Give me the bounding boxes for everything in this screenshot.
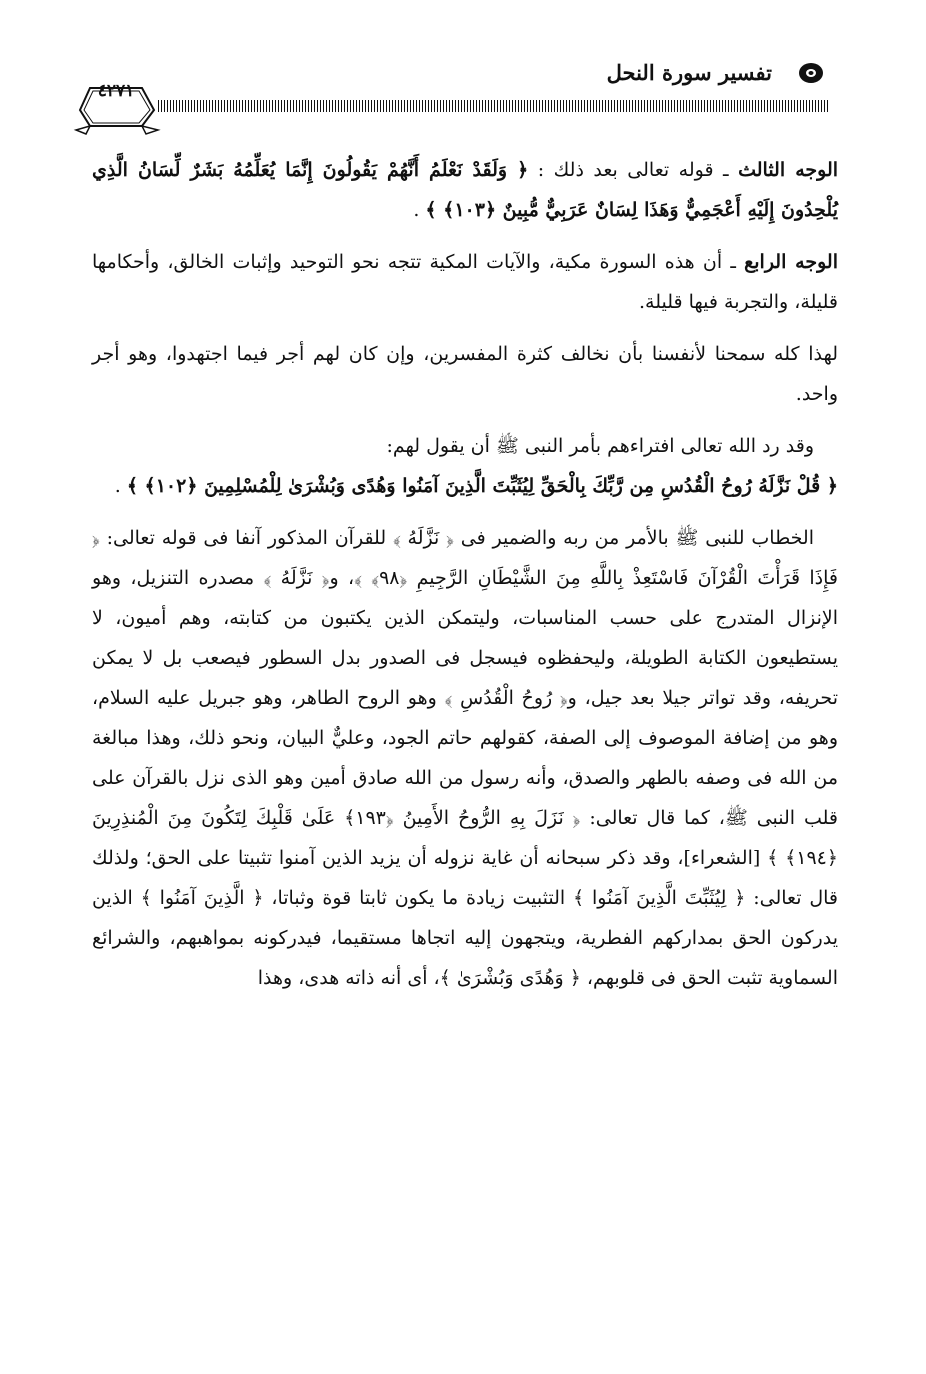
chapter-title: تفسير سورة النحل [606,60,772,85]
quran-verse: ﴿ قُلْ نَزَّلَهُ رُوحُ الْقُدُسِ مِن رَّبِّكَ بِالْحَقِّ لِيُثَبِّتَ الَّذِينَ آمَنُوا وَهُدًى وَبُشْرَىٰ لِلْمُسْلِمِينَ ﴿١٠٢﴾ ﴾ [126,475,838,497]
paragraph-lead: الوجه الرابع [744,251,838,273]
paragraph-text: وقد رد الله تعالى افتراءهم بأمر النبى ﷺ أن يقول لهم: [386,435,814,457]
page-number: ٤٢٧١ [97,81,135,101]
paragraph-tail: . [413,199,426,221]
quran-verse: ﴿ وَلَقَدْ نَعْلَمُ أَنَّهُمْ يَقُولُونَ إِنَّمَا يُعَلِّمُهُ بَشَرٌ لِّسَانُ الَّذِي يُلْحِدُونَ إِلَيْهِ أَعْجَمِيٌّ وَهَذَا لِسَانٌ عَرَبِيٌّ مُّبِينٌ ﴿١٠٣﴾ ﴾ [92,159,838,221]
paragraph-text: ـ قوله تعالى بعد ذلك : [528,159,739,181]
paragraph-verse-102 [92,466,838,506]
page-body [92,150,838,1010]
paragraph-text: ـ أن هذه السورة مكية، والآيات المكية تتجه نحو التوحيد وإثبات الخالق، وأحكامها قليلة، والتجربة فيها قليلة. [92,251,838,313]
header-rule [158,100,830,112]
paragraph-intro-verse [92,426,838,466]
paragraph-tail: . [114,475,127,497]
paragraph-lead: الوجه الثالث [738,159,839,181]
paragraph-third-aspect [92,150,838,230]
page-header [72,56,838,136]
paragraph-text: لهذا كله سمحنا لأنفسنا بأن نخالف كثرة المفسرين، وإن كان لهم أجر فيما اجتهدوا، وهو أجر واحد. [92,343,838,405]
paragraph-text: الخطاب للنبى ﷺ بالأمر من ربه والضمير فى ﴿ نَزَّلَهُ ﴾ للقرآن المذكور آنفا فى قوله تعالى: ﴿ فَإِذَا قَرَأْتَ الْقُرْآنَ فَاسْتَعِذْ بِاللَّهِ مِنَ الشَّيْطَانِ الرَّجِيمِ ﴿٩٨﴾ ﴾، و﴿ نَزَّلَهُ ﴾ مصدره التنزيل، وهو الإنزال المتدرج على حسب المناسبات، وليتمكن الذين يكتبون من كتابته، وهم أميون، لا يستطيعون الكتابة الطويلة، وليحفظوه فيسجل فى الصدور بدل السطور فيصعب بل لا يمكن تحريفه، وقد تواتر جيلا بعد جيل، و﴿ رُوحُ الْقُدُسِ ﴾ وهو الروح الطاهر، وهو جبريل عليه السلام، وهو من إضافة الموصوف إلى الصفة، كقولهم حاتم الجود، وعليٌّ البيان، ونحو ذلك، وهذا مبالغة من الله فى وصفه بالطهر والصدق، وأنه رسول من الله صادق أمين وهو الذى نزل بالقرآن على قلب النبى ﷺ، كما قال تعالى: ﴿ نَزَلَ بِهِ الرُّوحُ الأَمِينُ ﴿١٩٣﴾ عَلَىٰ قَلْبِكَ لِتَكُونَ مِنَ الْمُنذِرِينَ ﴿١٩٤﴾ ﴾ [الشعراء]، وقد ذكر سبحانه أن غاية نزوله أن يزيد الذين آمنوا تثبيتا على الحق؛ ولذلك قال تعالى: ﴿ لِيُثَبِّتَ الَّذِينَ آمَنُوا ﴾ التثبيت زيادة ما يكون ثابتا قوة وثباتا، ﴿ الَّذِينَ آمَنُوا ﴾ الذين يدركون الحق بمداركهم الفطرية، ويتجهون إليه اتجاها مستقيما، فيدركونه بمواهبهم، والشرائع السماوية تثبت الحق فى قلوبهم، ﴿ وَهُدًى وَبُشْرَىٰ ﴾، أى أنه ذاته هدى، وهذا [92,527,838,989]
paragraph-commentary [92,518,838,998]
paragraph-fourth-aspect [92,242,838,322]
paragraph-conclusion [92,334,838,414]
ornament-icon [798,62,824,84]
